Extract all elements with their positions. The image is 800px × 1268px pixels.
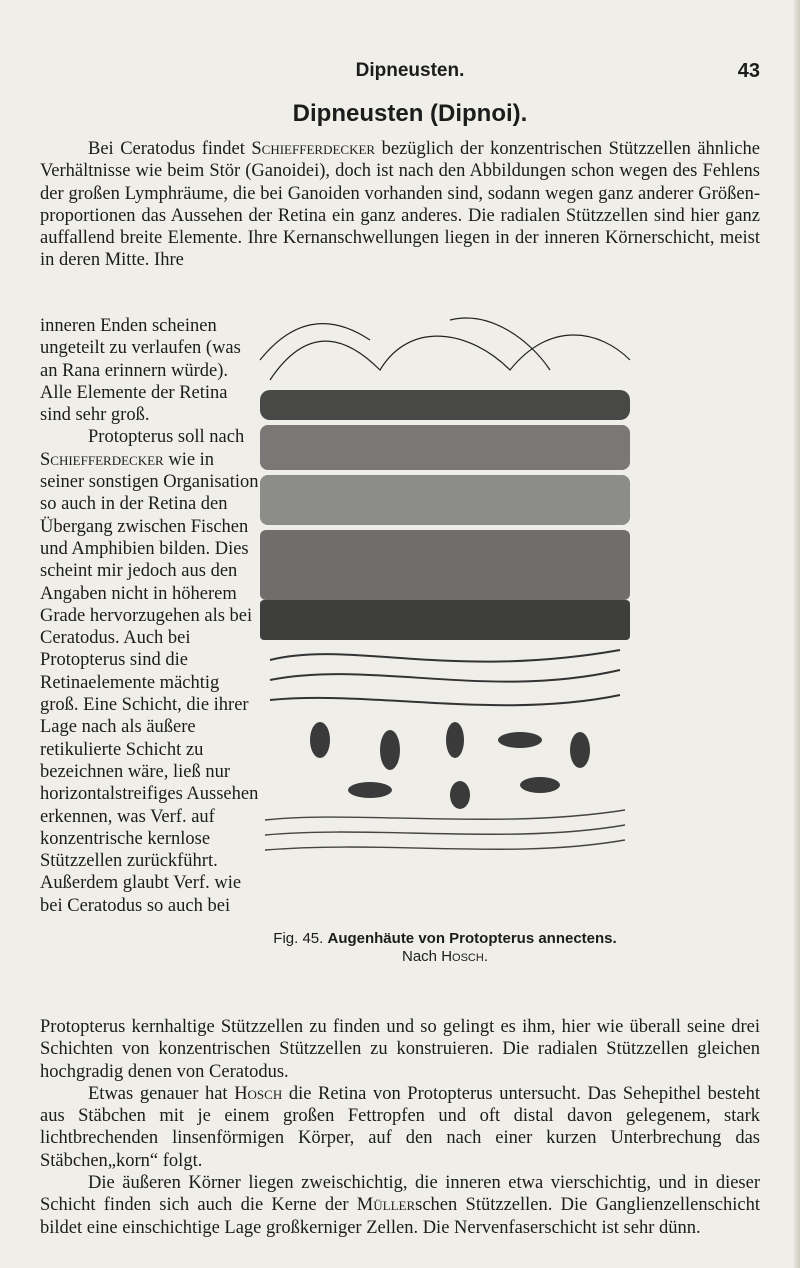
- page-number: 43: [737, 60, 760, 82]
- author-name: Hosch: [234, 1083, 283, 1104]
- paragraph-continuation: inneren Enden scheinen ungeteilt zu verlaufen (was an Rana erinnern würde). Alle Elemente der Retina sind sehr groß.: [40, 316, 241, 426]
- paragraph-bottom: Protopterus kernhaltige Stützzellen zu finden und so gelingt es ihm, hier wie überall seine drei Schichten von konzentrischen Stützzellen zu konstruieren. Die radialen Stützzellen gleichen hochgradig denen von Ceratodus. Etwas genauer hat Hosch die Retina von Protopterus untersucht. Das Sehepithel besteht aus Stäbchen mit je einem großen Fettropfen und oft distal davon gelegenem, stark lichtbrechenden linsenförmigen Körper, auf den nach einer kurzen Unterbrechung das Stäbchen„korn“ folgt. Die äußeren Körner liegen zweischichtig, die inneren etwa vierschichtig, und in dieser Schicht finden sich auch die Kerne der Müllerschen Stützzellen. Die Ganglienzellenschicht bildet eine einschichtige Lage großkerniger Zellen. Die Nervenfaserschicht ist sehr dünn.: [40, 1017, 760, 1238]
- page-edge: [794, 0, 800, 1268]
- figure-label: Fig. 45.: [273, 930, 324, 947]
- author-name: Schiefferdecker: [40, 449, 164, 470]
- running-header: [60, 60, 760, 90]
- figure-caption: Fig. 45. Augenhäute von Protopterus annectens. Nach Hosch.: [273, 930, 617, 965]
- paragraph-continuation-2: Protopterus kernhaltige Stützzellen zu finden und so gelingt es ihm, hier wie überall seine drei Schichten von konzentrischen Stützzellen zu konstruieren. Die radialen Stützzellen gleichen hochgradig denen von Ceratodus.: [40, 1017, 760, 1082]
- running-title: Dipneusten.: [355, 60, 465, 81]
- section-title: Dipneusten (Dipnoi).: [292, 100, 528, 127]
- author-name: Schiefferdecker: [251, 139, 376, 159]
- paragraph-ceratodus: Bei Ceratodus findet Schiefferdecker bezüglich der konzentrischen Stützzellen ähnliche Verhältnisse wie beim Stör (Ganoidei), doch ist nach den Abbildungen schon wegen des Fehlens der großen Lymphräume, die bei Ganoiden vorhanden sind, sodann wegen ganz anderer Größenproportionen das Aussehen der Retina ein ganz anderes. Die radialen Stützzellen sind hier ganz auffallend breite Elemente. Ihre Kernanschwellungen liegen in der inneren Körnerschicht, meist in deren Mitte. Ihre: [40, 139, 760, 271]
- retina-figure-illustration: [250, 300, 640, 860]
- paragraph-left-column: inneren Enden scheinen ungeteilt zu verlaufen (was an Rana erinnern würde). Alle Elemente der Retina sind sehr groß. Protopterus soll nach Schiefferdecker wie in seiner sonstigen Organisation so auch in der Retina den Übergang zwischen Fischen und Amphibien bilden. Dies scheint mir jedoch aus den Angaben nicht in höherem Grade hervorzugehen als bei Ceratodus. Auch bei Protopterus sind die Retinaelemente mächtig groß. Eine Schicht, die ihrer Lage nach als äußere retikulierte Schicht zu bezeichnen wäre, ließ nur horizontalstreifiges Aussehen erkennen, was Verf. auf konzentrische kernlose Stützzellen zurückführt. Außerdem glaubt Verf. wie bei Ceratodus so auch bei: [40, 316, 259, 916]
- figure-title: Augenhäute von Protopterus annectens.: [327, 930, 617, 947]
- figure-source-author: Hosch: [441, 948, 484, 965]
- author-name: Müller: [356, 1195, 416, 1216]
